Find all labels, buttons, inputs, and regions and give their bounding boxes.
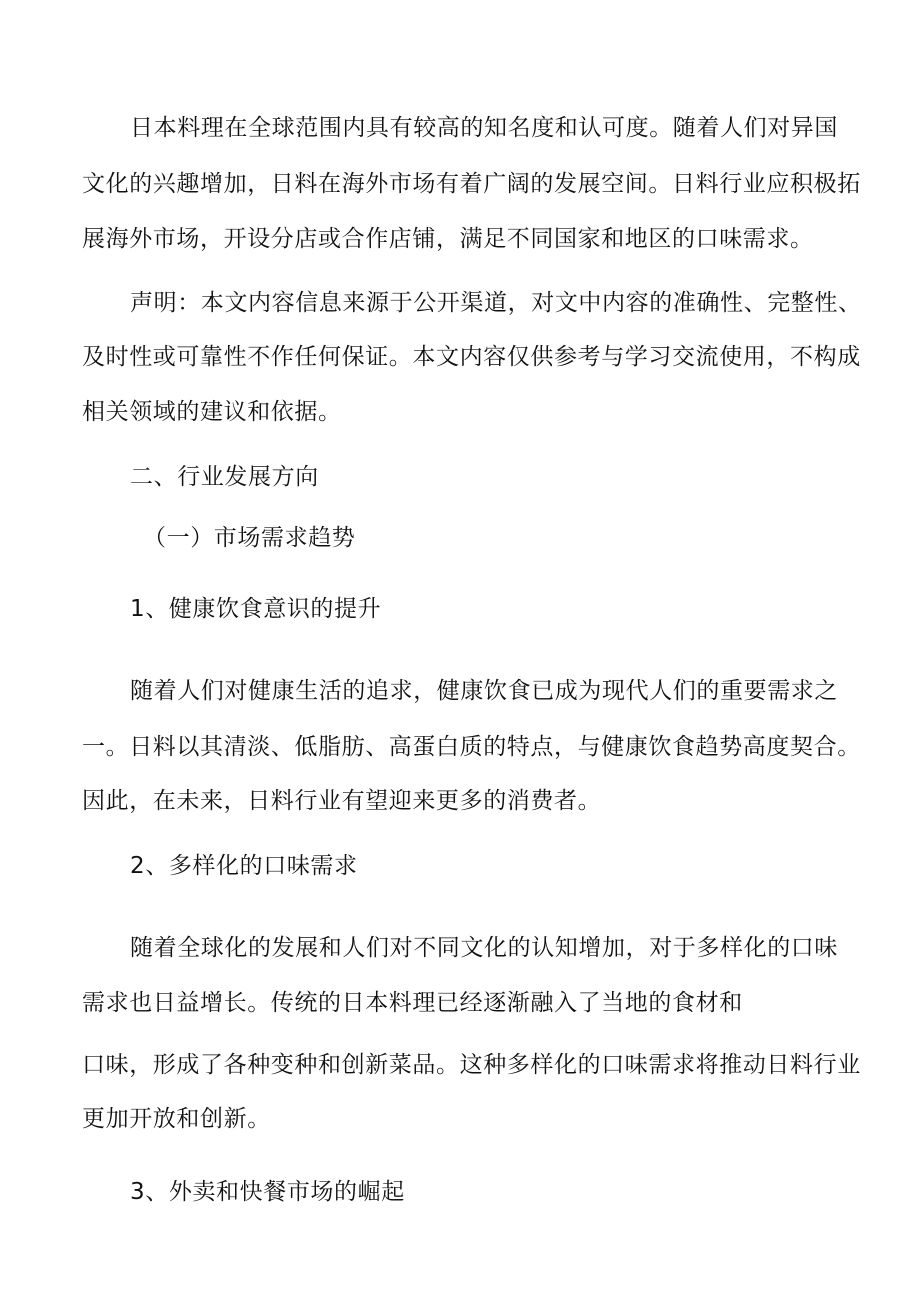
item-heading-1: 1、健康饮食意识的提升 [130,596,382,622]
disclaimer-line: 相关领域的建议和依据。 [82,399,342,425]
paragraph-line: 展海外市场，开设分店或合作店铺，满足不同国家和地区的口味需求。 [82,226,814,252]
subsection-heading: （一）市场需求趋势 [143,525,356,551]
paragraph-line: 随着全球化的发展和人们对不同文化的认知增加，对于多样化的口味 [130,935,838,961]
paragraph-line: 需求也日益增长。传统的日本料理已经逐渐融入了当地的食材和 [82,990,743,1016]
paragraph-line: 日本料理在全球范围内具有较高的知名度和认可度。随着人们对异国 [130,115,838,141]
disclaimer-line: 声明：本文内容信息来源于公开渠道，对文中内容的准确性、完整性、 [130,290,862,316]
paragraph-line: 一。日料以其清淡、低脂肪、高蛋白质的特点，与健康饮食趋势高度契合。 [82,734,861,760]
paragraph-line: 口味，形成了各种变种和创新菜品。这种多样化的口味需求将推动日料行业 [82,1052,861,1078]
section-heading: 二、行业发展方向 [130,464,319,490]
item-heading-2: 2、多样化的口味需求 [130,853,358,879]
item-heading-3: 3、外卖和快餐市场的崛起 [130,1179,405,1205]
paragraph-line: 因此，在未来，日料行业有望迎来更多的消费者。 [82,788,602,814]
disclaimer-line: 及时性或可靠性不作任何保证。本文内容仅供参考与学习交流使用，不构成 [82,344,861,370]
paragraph-line: 更加开放和创新。 [82,1106,271,1132]
paragraph-line: 随着人们对健康生活的追求，健康饮食已成为现代人们的重要需求之 [130,678,838,704]
paragraph-line: 文化的兴趣增加，日料在海外市场有着广阔的发展空间。日料行业应积极拓 [82,171,861,197]
